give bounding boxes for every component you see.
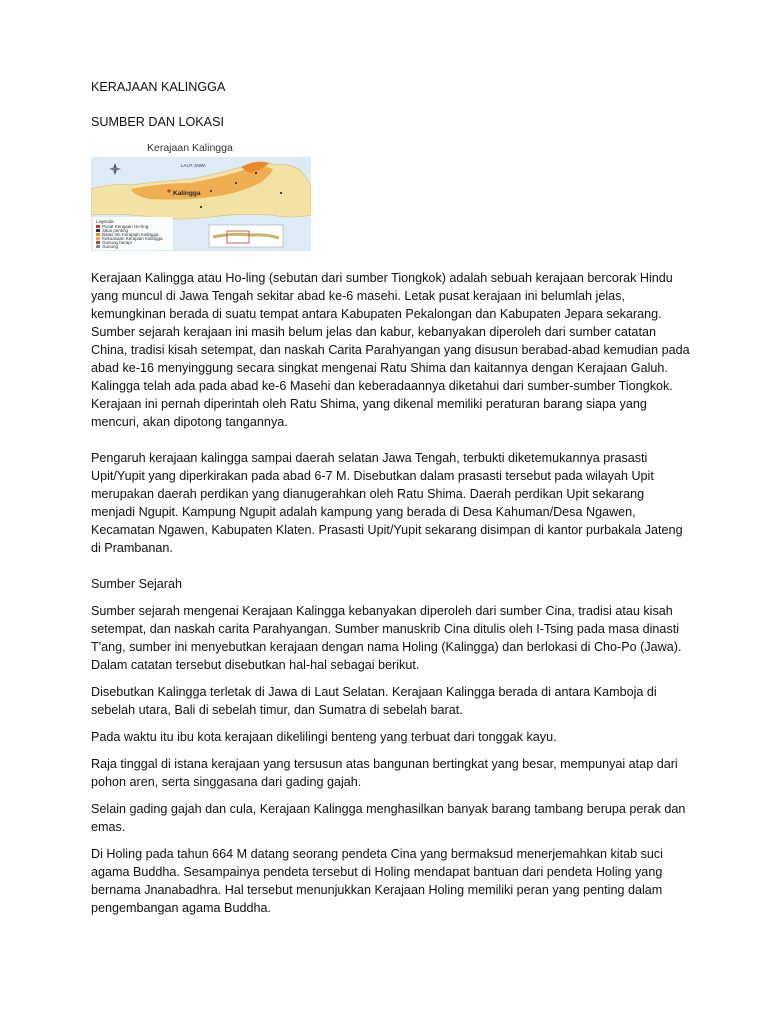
inset-map xyxy=(209,225,283,247)
section-heading-sumber-lokasi: SUMBER DAN LOKASI xyxy=(91,115,224,129)
site-marker xyxy=(235,182,237,184)
site-marker xyxy=(255,172,257,174)
paragraph-lokasi: Disebutkan Kalingga terletak di Jawa di Laut Selatan. Kerajaan Kalingga berada di antara Kamboja di sebelah utara, Bali di sebelah timur, dan Sumatra di sebelah barat. xyxy=(91,685,657,717)
site-marker xyxy=(280,192,282,194)
kalingga-map xyxy=(91,137,311,251)
map-graphic xyxy=(91,137,311,251)
site-marker xyxy=(210,190,212,192)
map-sea-label: LAUT JAWA xyxy=(181,163,206,168)
legend-item: Batas inti Kerajaan Kalingga xyxy=(102,232,159,237)
paragraph-istana: Raja tinggal di istana kerajaan yang tersusun atas bangunan bertingkat yang besar, mempunyai atap dari pohon aren, serta singgasana dari gading gajah. xyxy=(91,757,678,789)
legend-item: Pusat Kerajaan Ho-ling xyxy=(102,224,149,229)
legend-item: Kekuasaan Kerajaan Kalingga xyxy=(102,236,163,241)
paragraph-pengaruh: Pengaruh kerajaan kalingga sampai daerah selatan Jawa Tengah, terbukti diketemukannya prasasti Upit/Yupit yang diperkirakan pada abad 6-7 M. Disebutkan dalam prasasti tersebut pada wilayah Upit merupakan daerah perdikan yang dianugerahkan oleh Ratu Shima. Daerah perdikan Upit sekarang menjadi Ngupit. Kampung Ngupit adalah kampung yang berada di Desa Kahuman/Desa Ngawen, Kecamatan Ngawen, Kabupaten Klaten. Prasasti Upit/Yupit sekarang disimpan di kantor purbakala Jateng di Prambanan. xyxy=(91,451,683,555)
legend-title: Legenda xyxy=(96,219,114,224)
legend-item: Gunung berapi xyxy=(102,240,132,245)
document-body xyxy=(91,78,691,926)
map-legend xyxy=(93,217,173,250)
document-title: KERAJAAN KALINGGA xyxy=(91,80,226,94)
capital-marker xyxy=(167,189,170,192)
legend-item: Situs penting xyxy=(102,228,129,233)
paragraph-holing: Di Holing pada tahun 664 M datang seorang pendeta Cina yang bermaksud menerjemahkan kitab suci agama Buddha. Sesampainya pendeta tersebut di Holing mendapat bantuan dari pendeta Holing yang bernama Jnanabadhra. Hal tersebut menunjukkan Kerajaan Holing memiliki peran yang penting dalam pengembangan agama Buddha. xyxy=(91,847,663,915)
section-heading-sumber-sejarah: Sumber Sejarah xyxy=(91,577,183,591)
paragraph-hasil: Selain gading gajah dan cula, Kerajaan Kalingga menghasilkan banyak barang tambang berupa perak dan emas. xyxy=(91,802,686,834)
legend-item: Gunung xyxy=(102,244,119,249)
map-title: Kerajaan Kalingga xyxy=(147,142,233,154)
paragraph-sumber: Sumber sejarah mengenai Kerajaan Kalingga kebanyakan diperoleh dari sumber Cina, tradisi atau kisah setempat, dan naskah carita Parahyangan. Sumber manuskrib Cina ditulis oleh I-Tsing pada masa dinasti T'ang, sumber ini menyebutkan kerajaan dengan nama Holing (Kalingga) dan berlokasi di Cho-Po (Jawa). Dalam catatan tersebut disebutkan hal-hal sebagai berikut. xyxy=(91,604,682,672)
kingdom-label: Kalingga xyxy=(173,190,201,197)
paragraph-intro: Kerajaan Kalingga atau Ho-ling (sebutan dari sumber Tiongkok) adalah sebuah kerajaan bercorak Hindu yang muncul di Jawa Tengah sekitar abad ke-6 masehi. Letak pusat kerajaan ini belumlah jelas, kemungkinan berada di suatu tempat antara Kabupaten Pekalongan dan Kabupaten Jepara sekarang. Sumber sejarah kerajaan ini masih belum jelas dan kabur, kebanyakan diperoleh dari sumber catatan China, tradisi kisah setempat, dan naskah Carita Parahyangan yang disusun berabad-abad kemudian pada abad ke-16 menyinggung secara singkat mengenai Ratu Shima dan kaitannya dengan Kerajaan Galuh. Kalingga telah ada pada abad ke-6 Masehi dan keberadaannya diketahui dari sumber-sumber Tiongkok. Kerajaan ini pernah diperintah oleh Ratu Shima, yang dikenal memiliki peraturan barang siapa yang mencuri, akan dipotong tangannya. xyxy=(91,271,690,429)
paragraph-ibukota: Pada waktu itu ibu kota kerajaan dikelilingi benteng yang terbuat dari tonggak kayu. xyxy=(91,730,557,744)
site-marker xyxy=(200,206,202,208)
